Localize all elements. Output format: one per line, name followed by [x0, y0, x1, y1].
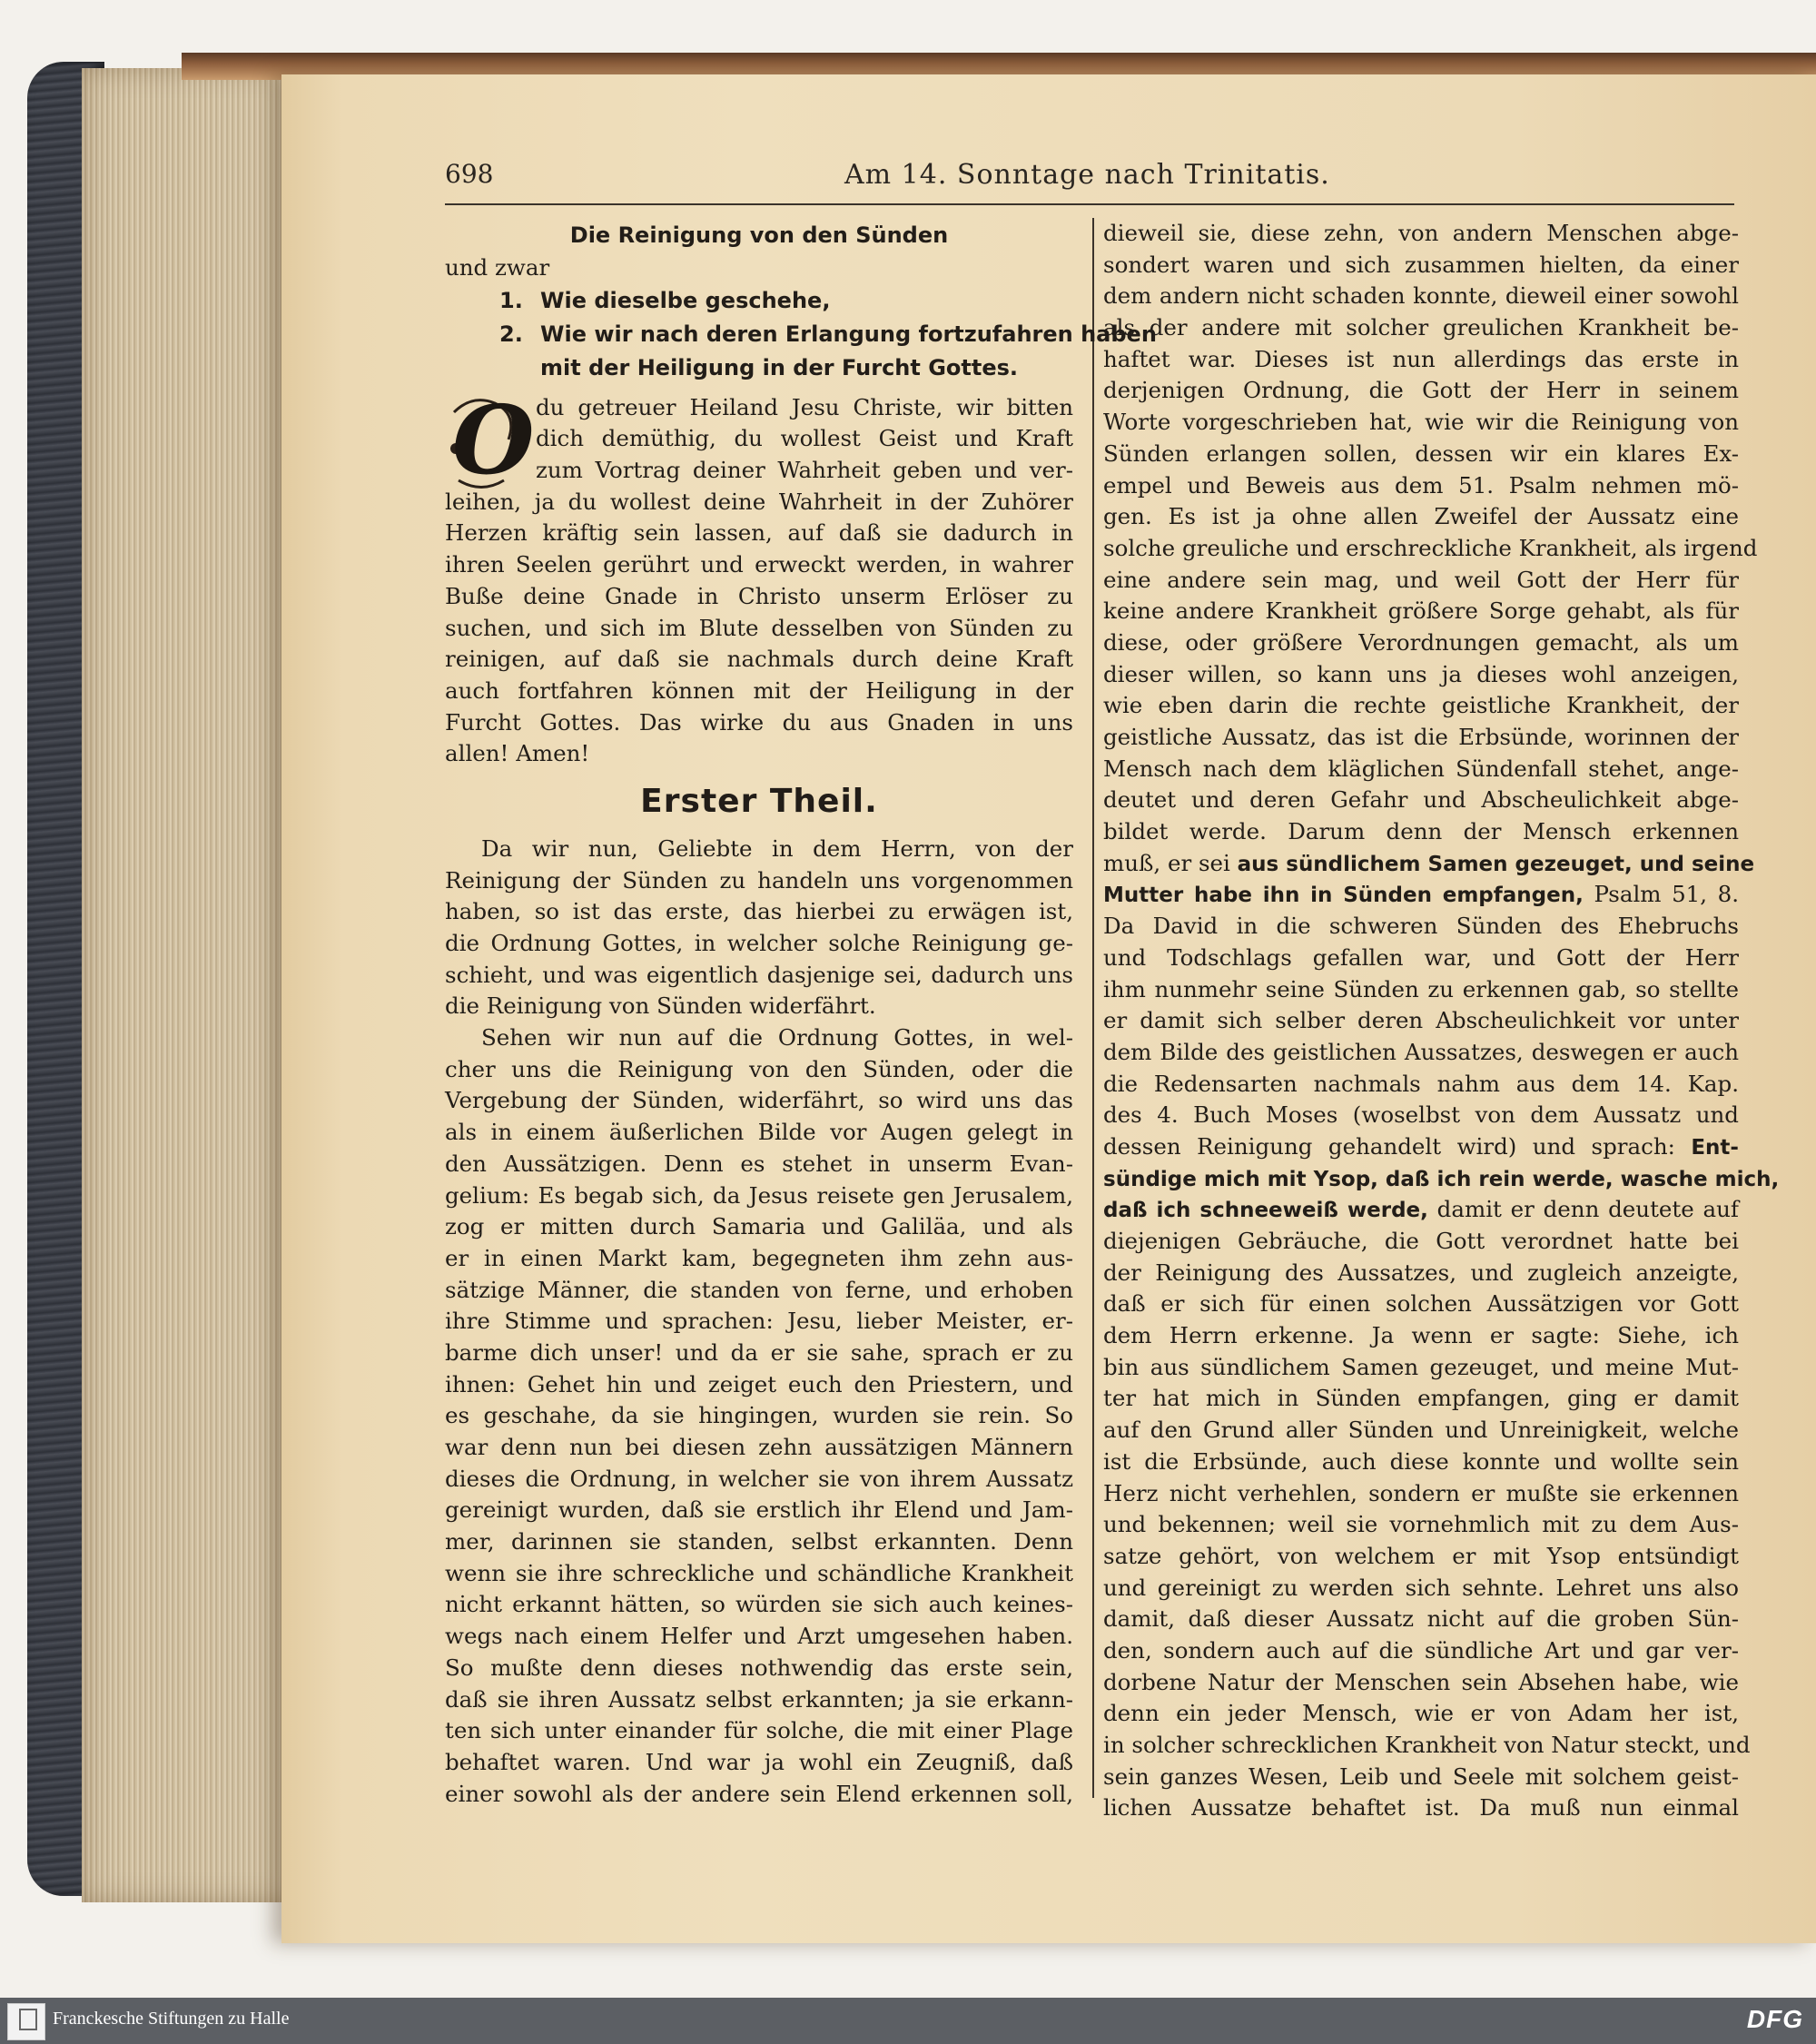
text-line: Herzen kräftig sein lassen, auf daß sie dadurch in: [445, 519, 1073, 547]
text-line: dieses die Ordnung, in welcher sie von ihrem Aussatz: [445, 1465, 1073, 1492]
part-heading: Erster Theil.: [640, 782, 878, 820]
text-line: geistliche Aussatz, das ist die Erbsünde, worinnen der: [1103, 724, 1739, 750]
text-line: [1103, 1131, 1739, 1163]
text-line: keine andere Krankheit größere Sorge gehabt, als für: [1103, 597, 1739, 625]
text-line: sein ganzes Wesen, Leib und Seele mit solchem geist-: [1103, 1763, 1739, 1790]
list-text-continued: mit der Heiligung in der Furcht Gottes.: [540, 354, 1019, 380]
text-line: er in einen Markt kam, begegneten ihm zehn aus-: [445, 1244, 1073, 1271]
list-text: Wie wir nach deren Erlangung fortzufahren haben: [540, 321, 1157, 347]
list-number: 2.: [499, 321, 523, 347]
text-line: den Aussätzigen. Denn es stehet in unserm Evan-: [445, 1150, 1073, 1177]
text-line: des 4. Buch Moses (woselbst von dem Aussatz und: [1103, 1101, 1739, 1129]
text-line: reinigen, auf daß sie nachmals durch deine Kraft: [445, 646, 1073, 673]
text-line: Herz nicht verhehlen, sondern er mußte sie erkennen: [1103, 1479, 1739, 1506]
text-line: Da David in die schweren Sünden des Ehebruchs: [1103, 913, 1739, 940]
institution-name[interactable]: Franckesche Stiftungen zu Halle: [53, 2009, 290, 2029]
text-line: dieweil sie, diese zehn, von andern Menschen abge-: [1103, 220, 1739, 246]
text-line: ihm nunmehr seine Sünden zu erkennen gab, so stellte: [1103, 975, 1739, 1002]
text-span: damit er denn deutete auf: [1436, 1196, 1739, 1223]
text-line: dich demüthig, du wollest Geist und Kraft: [536, 425, 1073, 452]
page-edges: [82, 68, 300, 1902]
text-line: zog er mitten durch Samaria und Galiläa, und als: [445, 1213, 1073, 1240]
text-line: bildet werde. Darum denn der Mensch erkennen: [1103, 818, 1739, 845]
text-line: [1103, 1163, 1780, 1195]
text-line: [1103, 879, 1739, 911]
text-line: eine andere sein mag, und weil Gott der Herr für: [1103, 566, 1739, 593]
intro-line: und zwar: [445, 254, 550, 281]
text-line: die Redensarten nachmals nahm aus dem 14. Kap.: [1103, 1070, 1739, 1097]
text-span: dessen Reinigung gehandelt wird) und sprach:: [1103, 1132, 1675, 1160]
text-line: die Ordnung Gottes, in welcher solche Reinigung ge-: [445, 930, 1073, 956]
text-line: behaftet waren. Und war ja wohl ein Zeugniß, daß: [445, 1748, 1073, 1775]
emphasis-span: Ent-: [1691, 1135, 1739, 1160]
text-line: und bekennen; weil sie vornehmlich mit zu dem Aus-: [1103, 1511, 1739, 1538]
text-line: [1103, 1194, 1739, 1226]
text-line: gelium: Es begab sich, da Jesus reisete gen Jerusalem,: [445, 1181, 1073, 1209]
institution-logo-icon[interactable]: [7, 2003, 45, 2040]
text-line: wie eben darin die rechte geistliche Krankheit, der: [1103, 692, 1739, 719]
text-line: allen! Amen!: [445, 740, 590, 767]
text-line: Mensch nach dem kläglichen Sündenfall stehet, ange-: [1103, 755, 1739, 782]
text-line: Sehen wir nun auf die Ordnung Gottes, in wel-: [481, 1024, 1073, 1052]
paragraph: [445, 1022, 1073, 1810]
section-title: Die Reinigung von den Sünden: [569, 222, 949, 248]
left-column: [445, 218, 1157, 1810]
text-line: barme dich unser! und da er sie sahe, sprach er zu: [445, 1338, 1073, 1366]
text-line: cher uns die Reinigung von den Sünden, oder die: [445, 1055, 1073, 1082]
text-line: ten sich unter einander für solche, die mit einer Plage: [445, 1717, 1073, 1744]
text-line: wegs nach einem Helfer und Arzt umgesehen haben.: [445, 1623, 1073, 1650]
text-line: dem andern nicht schaden konnte, dieweil einer sowohl: [1103, 282, 1739, 310]
text-line: lichen Aussatze behaftet ist. Da muß nun einmal: [1103, 1794, 1739, 1822]
emphasis-span: sündige mich mit Ysop, daß ich rein werde, wasche mich,: [1103, 1167, 1780, 1191]
text-line: daß sie ihren Aussatz selbst erkannten; ja sie erkann-: [445, 1685, 1073, 1713]
running-title: Am 14. Sonntage nach Trinitatis.: [844, 159, 1330, 191]
text-line: gen. Es ist ja ohne allen Zweifel der Aussatz eine: [1103, 503, 1739, 530]
text-line: dieser willen, so kann uns ja dieses wohl anzeigen,: [1103, 660, 1739, 687]
text-line: derjenigen Ordnung, die Gott der Herr in seinem: [1103, 377, 1739, 404]
text-line: zum Vortrag deiner Wahrheit geben und ver-: [536, 457, 1073, 484]
emphasis-span: Mutter habe ihn in Sünden empfangen,: [1103, 884, 1584, 908]
text-line: ist die Erbsünde, auch diese konnte und wollte sein: [1103, 1447, 1739, 1475]
text-line: er damit sich selber deren Abscheulichkeit vor unter: [1103, 1007, 1739, 1034]
logo-mark-icon: [19, 2009, 37, 2030]
text-line: dem Bilde des geistlichen Aussatzes, deswegen er auch: [1103, 1038, 1739, 1065]
text-line: als der andere mit solcher greulichen Krankheit be-: [1103, 314, 1739, 341]
header-rule: [445, 203, 1734, 205]
list-text: Wie dieselbe geschehe,: [540, 287, 831, 313]
text-line: solche greuliche und erschreckliche Krankheit, als irgend: [1103, 534, 1758, 561]
text-line: Sünden erlangen sollen, dessen wir ein klares Ex-: [1103, 439, 1739, 467]
paragraph: [445, 834, 1073, 1022]
column-divider: [1092, 218, 1094, 1798]
text-line: haftet war. Dieses ist nun allerdings das erste in: [1103, 345, 1739, 372]
text-line: einer sowohl als der andere sein Elend erkennen soll,: [445, 1780, 1073, 1807]
text-line: auch fortfahren können mit der Heiligung in der: [445, 676, 1073, 704]
opening-prayer: [445, 383, 1073, 770]
text-line: denn ein jeder Mensch, wie er von Adam her ist,: [1103, 1700, 1739, 1727]
text-line: bin aus sündlichem Samen gezeuget, und meine Mut-: [1103, 1353, 1739, 1380]
text-line: den, sondern auch auf die sündliche Art und gar ver-: [1103, 1636, 1739, 1664]
text-line: nicht erkannt hätten, so würden sie sich auch keines-: [445, 1591, 1073, 1618]
text-line: wenn sie ihre schreckliche und schändliche Krankheit: [445, 1559, 1073, 1586]
viewer-footer: [0, 1998, 1816, 2044]
text-line: du getreuer Heiland Jesu Christe, wir bitten: [536, 393, 1073, 420]
text-line: die Reinigung von Sünden widerfährt.: [445, 992, 876, 1020]
text-span: muß, er sei: [1103, 849, 1230, 876]
text-line: [1103, 848, 1755, 880]
decorated-initial: [445, 383, 535, 496]
text-line: gereinigt wurden, daß sie erstlich ihr Elend und Jam-: [445, 1496, 1073, 1524]
text-line: ter hat mich in Sünden empfangen, ging er damit: [1103, 1385, 1739, 1412]
text-span: Psalm 51, 8.: [1594, 881, 1739, 908]
text-line: deutet und deren Gefahr und Abscheulichkeit abge-: [1103, 786, 1739, 814]
dfg-logo[interactable]: DFG: [1746, 2005, 1803, 2033]
text-line: suchen, und sich im Blute desselben von Sünden zu: [445, 614, 1073, 641]
text-line: und gereinigt zu werden sich sehnte. Lehret uns also: [1103, 1574, 1739, 1601]
page-header: [445, 159, 1734, 200]
text-line: damit, daß dieser Aussatz nicht auf die groben Sün-: [1103, 1605, 1739, 1633]
text-line: es geschahe, da sie hingingen, wurden sie rein. So: [445, 1402, 1073, 1429]
text-line: haben, so ist das erste, das hierbei zu erwägen ist,: [445, 898, 1073, 925]
text-line: sätzige Männer, die standen von ferne, und erhoben: [445, 1276, 1073, 1303]
text-line: dorbene Natur der Menschen sein Absehen habe, wie: [1103, 1668, 1739, 1695]
text-line: Da wir nun, Geliebte in dem Herrn, von der: [481, 834, 1073, 862]
text-line: So mußte denn dieses nothwendig das erste sein,: [445, 1654, 1073, 1681]
text-line: daß er sich für einen solchen Aussätzigen vor Gott: [1103, 1290, 1739, 1318]
text-line: Reinigung der Sünden zu handeln uns vorgenommen: [445, 866, 1073, 894]
text-line: empel und Beweis aus dem 51. Psalm nehmen mö-: [1103, 471, 1739, 499]
text-line: ihren Seelen gerührt und erweckt werden, in wahrer: [445, 551, 1073, 578]
text-line: sondert waren und sich zusammen hielten, da einer: [1103, 251, 1739, 278]
emphasis-span: daß ich schneeweiß werde,: [1103, 1199, 1428, 1223]
text-line: diejenigen Gebräuche, die Gott verordnet hatte bei: [1103, 1228, 1739, 1254]
text-line: und Todschlags gefallen war, und Gott der Herr: [1103, 943, 1739, 971]
list-number: 1.: [499, 287, 523, 313]
text-line: Worte vorgeschrieben hat, wie wir die Reinigung von: [1103, 409, 1739, 436]
text-line: schieht, und was eigentlich dasjenige sei, dadurch uns: [445, 961, 1073, 988]
text-line: leihen, ja du wollest deine Wahrheit in der Zuhörer: [445, 488, 1073, 515]
text-line: war denn nun bei diesen zehn aussätzigen Männern: [445, 1434, 1073, 1460]
list-item: [445, 284, 1073, 318]
text-line: diese, oder größere Verordnungen gemacht, als um: [1103, 628, 1739, 656]
text-line: als in einem äußerlichen Bilde vor Augen gelegt in: [445, 1119, 1073, 1146]
text-line: dem Herrn erkenne. Ja wenn er sagte: Siehe, ich: [1103, 1322, 1739, 1349]
text-line: auf den Grund aller Sünden und Unreinigkeit, welche: [1103, 1417, 1739, 1444]
text-line: der Reinigung des Aussatzes, und zugleich anzeigte,: [1103, 1259, 1739, 1286]
text-line: Furcht Gottes. Das wirke du aus Gnaden in uns: [445, 708, 1073, 736]
text-line: in solcher schrecklichen Krankheit von Natur steckt, und: [1103, 1732, 1751, 1758]
list-item: [445, 318, 1157, 351]
text-line: ihre Stimme und sprachen: Jesu, lieber Meister, er-: [445, 1308, 1073, 1335]
emphasis-span: aus sündlichem Samen gezeuget, und seine: [1237, 852, 1755, 876]
text-line: Vergebung der Sünden, widerfährt, so wird uns das: [445, 1087, 1073, 1114]
page-number: 698: [445, 159, 494, 189]
initial-letter: O: [452, 383, 535, 496]
text-line: Buße deine Gnade in Christo unserm Erlöser zu: [445, 582, 1073, 609]
text-line: mer, darinnen sie standen, selbst erkannten. Denn: [445, 1528, 1073, 1555]
text-line: satze gehört, von welchem er mit Ysop entsündigt: [1103, 1542, 1739, 1569]
right-column: [1103, 218, 1780, 1824]
text-line: ihnen: Gehet hin und zeiget euch den Priestern, und: [445, 1370, 1073, 1397]
